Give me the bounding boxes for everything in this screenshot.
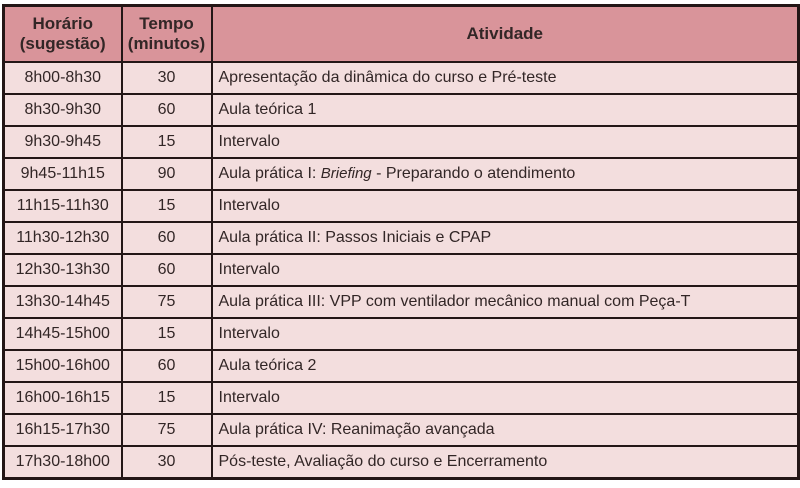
- activity-segment: Intervalo: [218, 325, 280, 342]
- activity-segment: Intervalo: [218, 389, 280, 406]
- activity-cell: [212, 254, 799, 286]
- activity-segment: Apresentação da dinâmica do curso e Pré-teste: [218, 69, 557, 86]
- activity-cell: [212, 190, 799, 222]
- table-row: [4, 62, 799, 94]
- time-cell: 14h45-15h00: [4, 318, 122, 350]
- activity-cell: [212, 62, 799, 94]
- header-atividade: [212, 6, 799, 63]
- header-tempo: [122, 6, 212, 63]
- minutes-cell: 15: [122, 190, 212, 222]
- activity-cell: [212, 446, 799, 479]
- header-tempo-line1: Tempo: [139, 14, 194, 33]
- activity-segment: Aula teórica 1: [218, 101, 317, 118]
- header-horario-line2: (sugestão): [19, 34, 106, 53]
- time-cell: 16h00-16h15: [4, 382, 122, 414]
- minutes-cell: 15: [122, 382, 212, 414]
- time-cell: 11h15-11h30: [4, 190, 122, 222]
- activity-segment: Intervalo: [218, 261, 280, 278]
- table-row: [4, 158, 799, 190]
- schedule-table: [2, 4, 800, 480]
- minutes-cell: 60: [122, 222, 212, 254]
- activity-segment: Intervalo: [218, 197, 280, 214]
- table-row: [4, 126, 799, 158]
- activity-segment: Aula teórica 2: [218, 357, 317, 374]
- minutes-cell: 60: [122, 94, 212, 126]
- activity-cell: [212, 158, 799, 190]
- activity-segment: Aula prática III: VPP com ventilador mecânico manual com Peça-T: [218, 293, 691, 310]
- table-row: [4, 318, 799, 350]
- header-horario: [4, 6, 122, 63]
- activity-segment: Pós-teste, Avaliação do curso e Encerramento: [218, 453, 548, 470]
- time-cell: 17h30-18h00: [4, 446, 122, 479]
- activity-segment: Aula prática IV: Reanimação avançada: [218, 421, 495, 438]
- table-row: [4, 190, 799, 222]
- time-cell: 9h30-9h45: [4, 126, 122, 158]
- header-tempo-line2: (minutos): [127, 34, 206, 53]
- time-cell: 8h30-9h30: [4, 94, 122, 126]
- table-row: [4, 414, 799, 446]
- minutes-cell: 15: [122, 126, 212, 158]
- activity-segment: Aula prática II: Passos Iniciais e CPAP: [218, 229, 492, 246]
- activity-segment: Aula prática I:: [218, 165, 321, 182]
- activity-cell: [212, 126, 799, 158]
- activity-segment: Intervalo: [218, 133, 280, 150]
- time-cell: 9h45-11h15: [4, 158, 122, 190]
- table-row: [4, 254, 799, 286]
- time-cell: 15h00-16h00: [4, 350, 122, 382]
- activity-cell: [212, 94, 799, 126]
- header-horario-line1: Horário: [32, 14, 93, 33]
- activity-cell: [212, 350, 799, 382]
- minutes-cell: 30: [122, 446, 212, 479]
- activity-cell: [212, 222, 799, 254]
- header-atividade-line1: Atividade: [466, 24, 544, 43]
- time-cell: 13h30-14h45: [4, 286, 122, 318]
- minutes-cell: 75: [122, 414, 212, 446]
- activity-cell: [212, 414, 799, 446]
- table-row: [4, 222, 799, 254]
- activity-cell: [212, 286, 799, 318]
- table-header-row: [4, 6, 799, 63]
- time-cell: 12h30-13h30: [4, 254, 122, 286]
- activity-segment-italic: Briefing: [320, 165, 372, 182]
- time-cell: 8h00-8h30: [4, 62, 122, 94]
- activity-cell: [212, 382, 799, 414]
- table-row: [4, 382, 799, 414]
- table-row: [4, 446, 799, 479]
- activity-cell: [212, 318, 799, 350]
- table-row: [4, 286, 799, 318]
- time-cell: 16h15-17h30: [4, 414, 122, 446]
- minutes-cell: 15: [122, 318, 212, 350]
- table-body: [4, 62, 799, 479]
- table-row: [4, 350, 799, 382]
- minutes-cell: 30: [122, 62, 212, 94]
- activity-segment: - Preparando o atendimento: [371, 165, 576, 182]
- minutes-cell: 75: [122, 286, 212, 318]
- time-cell: 11h30-12h30: [4, 222, 122, 254]
- minutes-cell: 60: [122, 254, 212, 286]
- table-row: [4, 94, 799, 126]
- minutes-cell: 60: [122, 350, 212, 382]
- minutes-cell: 90: [122, 158, 212, 190]
